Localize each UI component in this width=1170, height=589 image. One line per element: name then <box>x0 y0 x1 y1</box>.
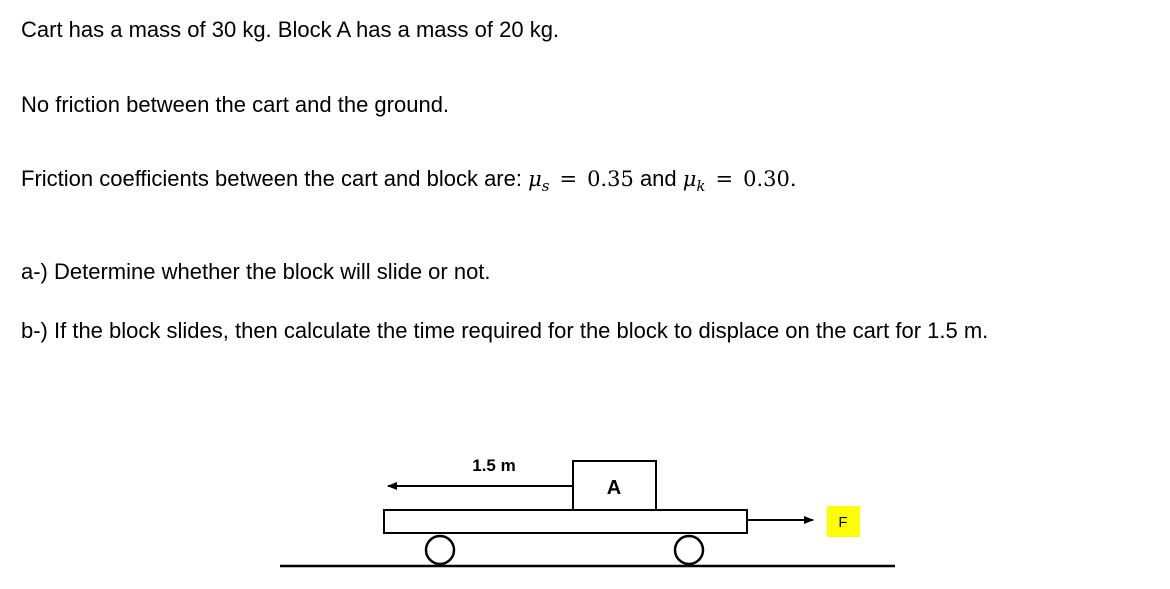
problem-statement-masses: Cart has a mass of 30 kg. Block A has a mass of 20 kg. <box>21 17 560 42</box>
mu-s-value: 0.35 <box>587 167 634 191</box>
cart-body <box>384 510 747 533</box>
question-a: a-) Determine whether the block will slide or not. <box>21 259 491 284</box>
and-text: and <box>633 166 683 191</box>
mu-k-equals: = <box>715 167 734 191</box>
problem-statement-ground-friction: No friction between the cart and the ground. <box>21 92 450 117</box>
block-a-label: A <box>606 477 622 499</box>
displacement-label: 1.5 m <box>472 456 516 475</box>
mu-s-equals: = <box>559 167 578 191</box>
cart-wheel-right <box>675 536 703 564</box>
mu-k-value: 0.30. <box>743 167 797 191</box>
question-b: b-) If the block slides, then calculate the time required for the block to displace on the cart for 1.5 m. <box>21 318 989 343</box>
friction-coefficients-prefix: Friction coefficients between the cart and block are: <box>21 166 529 191</box>
mu-k-subscript: k <box>696 177 706 195</box>
mu-s-subscript: s <box>541 177 550 195</box>
cart-wheel-left <box>426 536 454 564</box>
mu-k-symbol: μ <box>682 167 697 191</box>
force-label: F <box>838 514 848 531</box>
mu-s-symbol: μ <box>528 167 542 191</box>
